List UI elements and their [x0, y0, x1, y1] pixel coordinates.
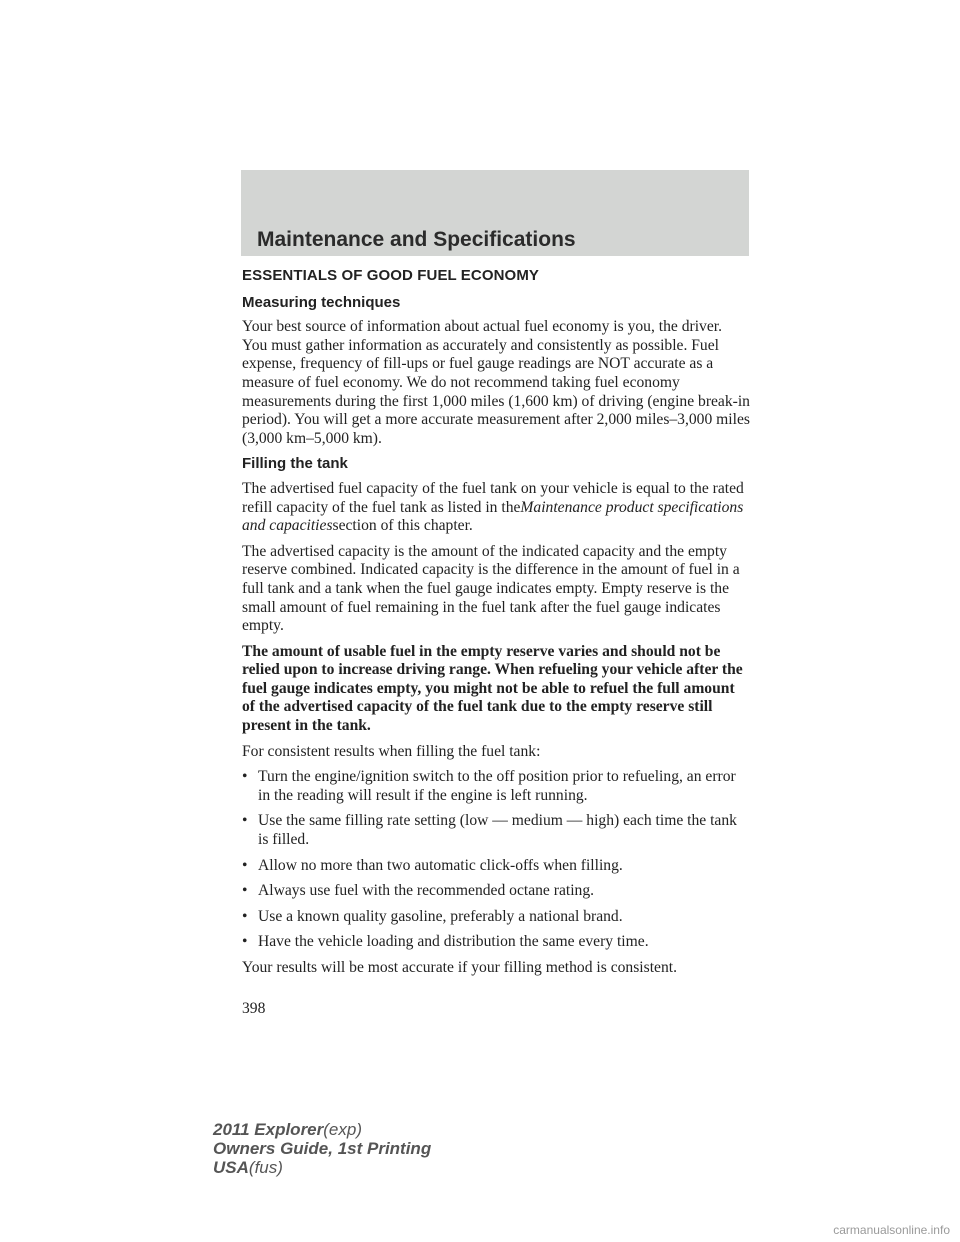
list-item: • Use the same filling rate setting (low — medium — high) each time the tank is filled.: [242, 812, 737, 849]
list-item: • Turn the engine/ignition switch to the off position prior to refueling, an error in the reading will result if the engine is left running.: [242, 768, 736, 804]
list-item: • Allow no more than two automatic click-offs when filling.: [242, 856, 623, 874]
bullet-icon: •: [242, 907, 248, 925]
watermark-link[interactable]: carmanualsonline.info: [833, 1223, 950, 1237]
list-item: • Always use fuel with the recommended octane rating.: [242, 882, 595, 900]
filling-p1-text: The advertised fuel capacity of the fuel tank on your vehicle is equal to the rated refill capacity of the fuel tank as listed in the: [242, 479, 744, 516]
bullet-icon: •: [242, 768, 248, 786]
filling-paragraph-1: [242, 480, 750, 536]
filling-heading: Filling the tank: [242, 455, 348, 473]
bullet-icon: •: [242, 882, 248, 900]
main-heading: ESSENTIALS OF GOOD FUEL ECONOMY: [242, 267, 540, 284]
list-item: • Have the vehicle loading and distribution the same every time.: [242, 933, 649, 951]
filling-paragraph-2: The advertised capacity is the amount of the indicated capacity and the empty reserve combined. Indicated capacity is the difference in the amount of fuel in a full tank and a tank when the fuel gauge indicates empty. Empty reserve is the small amount of fuel remaining in the fuel tank after the fuel gauge indicates empty.: [242, 542, 740, 635]
closing-paragraph: Your results will be most accurate if your filling method is consistent.: [242, 959, 677, 976]
bullet-icon: •: [242, 856, 248, 874]
bullet-icon: •: [242, 812, 248, 830]
specifications-reference: Maintenance product specifications and capacities: [242, 498, 744, 535]
print-footer: [213, 1120, 431, 1177]
measuring-heading: Measuring techniques: [242, 293, 401, 311]
filling-p1-tail: section of this chapter.: [332, 517, 473, 535]
section-title: Maintenance and Specifications: [257, 228, 576, 251]
footer-line-1: 2011 Explorer(exp): [213, 1120, 362, 1139]
list-item: • Use a known quality gasoline, preferably a national brand.: [242, 907, 623, 925]
bullet-icon: •: [242, 933, 248, 951]
measuring-paragraph: Your best source of information about actual fuel economy is you, the driver. You must gather information as accurately and consistently as possible. Fuel expense, frequency of fill-ups or fuel gauge readings are NOT accurate as a measure of fuel economy. We do not recommend taking fuel economy measurements during the first 1,000 miles (1,600 km) of driving (engine break-in period). You will get a more accurate measurement after 2,000 miles–3,000 miles (3,000 km–5,000 km).: [242, 318, 750, 447]
section-header-band: [241, 170, 749, 256]
footer-line-2: Owners Guide, 1st Printing: [213, 1139, 432, 1158]
page-content: [242, 267, 750, 985]
page-number: 398: [242, 1000, 266, 1017]
footer-line-3: USA(fus): [213, 1158, 283, 1177]
filling-intro: For consistent results when filling the fuel tank:: [242, 742, 541, 760]
filling-tips-list: [242, 768, 750, 952]
warning-paragraph: The amount of usable fuel in the empty reserve varies and should not be relied upon to increase driving range. When refueling your vehicle after the fuel gauge indicates empty, you might not be able to refuel the full amount of the advertised capacity of the fuel tank due to the empty reserve still present in the tank.: [242, 642, 743, 735]
